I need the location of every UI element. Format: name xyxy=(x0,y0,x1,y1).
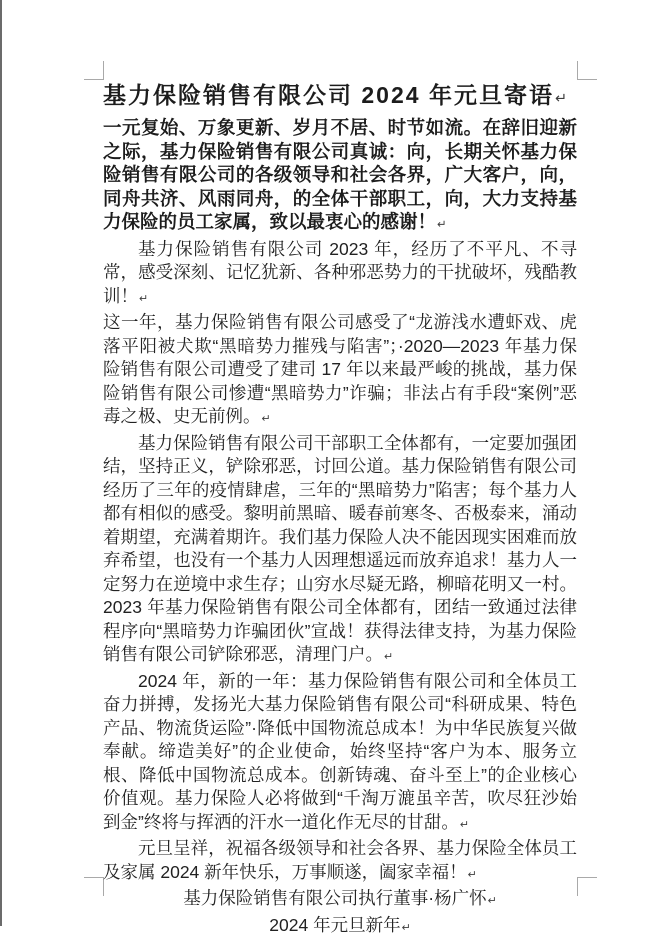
crop-mark-top-left xyxy=(84,61,104,80)
paragraph[interactable] xyxy=(103,432,577,670)
paragraph-text: 基力保险销售有限公司执行董事·杨广怀 xyxy=(183,888,486,908)
text-area[interactable] xyxy=(103,80,577,940)
paragraph[interactable] xyxy=(103,887,577,914)
paragraph[interactable] xyxy=(103,837,577,887)
document-title-text: 基力保险销售有限公司 2024 年元旦寄语 xyxy=(103,82,554,108)
paragraph[interactable] xyxy=(103,914,577,940)
paragraph-list xyxy=(103,116,577,940)
paragraph-text: 2024 年，新的一年：基力保险销售有限公司和全体员工奋力拼搏，发扬光大基力保险销售有限公司“科研成果、特色产品、物流货运险”·降低中国物流总成本！为中华民族复兴做奉献。缔造美好”的企业使命，始终坚持“客户为本、服务立根、降低中国物流总成本。创新铸魂、奋斗至上”的企业核心价值观。基力保险人必将做到“千淘万漉虽辛苦，吹尽狂沙始到金”终将与挥洒的汗水一道化作无尽的甘甜。 xyxy=(103,671,577,832)
paragraph-mark: ↵ xyxy=(384,651,393,663)
paragraph-mark: ↵ xyxy=(139,293,148,305)
paragraph-text: 基力保险销售有限公司干部职工全体都有，一定要加强团结，坚持正义，铲除邪恶，讨回公道。基力保险销售有限公司经历了三年的疫情肆虐，三年的“黑暗势力”陷害；每个基力人都有相似的感受。黎明前黑暗、暖春前寒冬、否极泰来，涌动着期望，充满着期许。我们基力保险人决不能因现实困难而放弃希望，也没有一个基力人因理想遥远而放弃追求！基力人一定努力在逆境中求生存；山穷水尽疑无路，柳暗花明又一村。2023 年基力保险销售有限公司全体都有，团结一致通过法律程序向“黑暗势力诈骗团伙”宣战！获得法律支持，为基力保险销售有限公司铲除邪恶，清理门户。 xyxy=(103,433,577,665)
paragraph-mark: ↵ xyxy=(555,91,567,107)
crop-mark-bottom-left xyxy=(84,877,104,896)
paragraph-text: 2024 年元旦新年 xyxy=(269,915,400,935)
paragraph[interactable] xyxy=(103,670,577,838)
paragraph[interactable] xyxy=(103,238,577,432)
crop-mark-bottom-right xyxy=(577,877,597,896)
paragraph-text: 基力保险销售有限公司 2023 年，经历了不平凡、不寻常，感受深刻、记忆犹新、各种邪恶势力的干扰破坏，残酷教训！ xyxy=(103,239,577,306)
paragraph-text: 元旦呈祥，祝福各级领导和社会各界、基力保险全体员工及家属 2024 新年快乐，万事顺遂，阖家幸福！ xyxy=(103,838,577,882)
paragraph-mark: ↵ xyxy=(402,922,411,934)
paragraph-text: 一元复始、万象更新、岁月不居、时节如流。在辞旧迎新之际，基力保险销售有限公司真诚：向，长期关怀基力保险销售有限公司的各级领导和社会各界，广大客户，向，同舟共济、风雨同舟，的全体干部职工，向，大力支持基力保险的员工家属，致以最衷心的感谢！ xyxy=(103,117,577,232)
paragraph-mark: ↵ xyxy=(262,413,271,425)
crop-mark-top-right xyxy=(577,61,597,80)
paragraph-mark: ↵ xyxy=(488,895,497,907)
page-edge-left xyxy=(0,0,2,926)
document-title xyxy=(103,80,577,114)
paragraph[interactable] xyxy=(103,116,577,238)
paragraph-mark: ↵ xyxy=(460,819,469,831)
paragraph-mark: ↵ xyxy=(468,869,477,881)
paragraph-text: 这一年，基力保险销售有限公司感受了“龙游浅水遭虾戏、虎落平阳被犬欺“黑暗势力摧残与陷害”；·2020—2023 年基力保险销售有限公司遭受了建司 17 年以来最严峻的挑战，基力保险销售有限公司惨遭“黑暗势力”诈骗；非法占有手段“案例”恶毒之极、史无前例。 xyxy=(103,312,577,426)
paragraph-mark: ↵ xyxy=(437,219,447,231)
